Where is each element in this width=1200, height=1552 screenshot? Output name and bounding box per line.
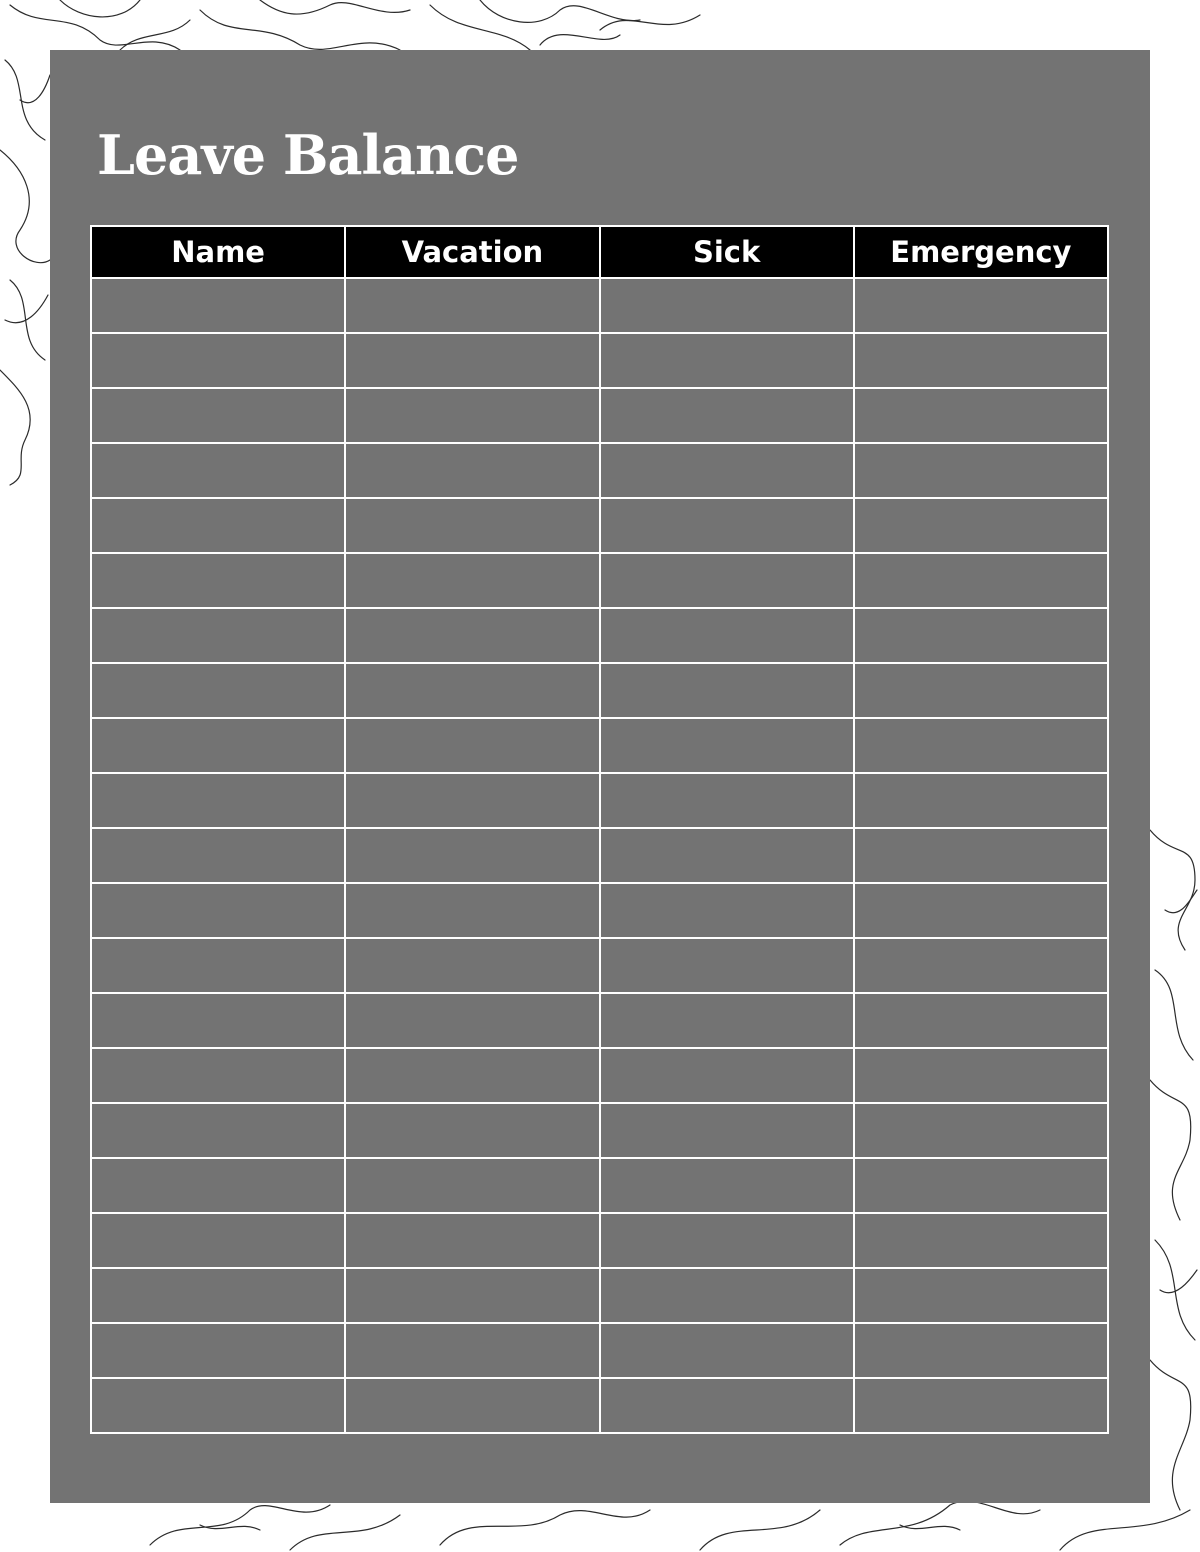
table-cell-emergency	[854, 608, 1108, 663]
table-row	[91, 883, 1108, 938]
table-cell-vacation	[345, 828, 599, 883]
column-header-name: Name	[91, 226, 345, 278]
table-cell-vacation	[345, 938, 599, 993]
table-row	[91, 333, 1108, 388]
table-row	[91, 1158, 1108, 1213]
table-cell-vacation	[345, 498, 599, 553]
table-cell-emergency	[854, 1268, 1108, 1323]
table-row	[91, 1103, 1108, 1158]
table-cell-name	[91, 1158, 345, 1213]
table-cell-name	[91, 828, 345, 883]
floral-decoration-bottom	[140, 1495, 1200, 1552]
table-cell-vacation	[345, 1103, 599, 1158]
table-row	[91, 608, 1108, 663]
table-cell-name	[91, 1378, 345, 1433]
table-cell-vacation	[345, 1048, 599, 1103]
leave-balance-table	[90, 225, 1109, 1434]
table-cell-name	[91, 1048, 345, 1103]
table-cell-sick	[600, 333, 854, 388]
table-cell-vacation	[345, 333, 599, 388]
table-cell-emergency	[854, 1323, 1108, 1378]
table-cell-vacation	[345, 443, 599, 498]
table-cell-name	[91, 1213, 345, 1268]
table-cell-emergency	[854, 718, 1108, 773]
table-row	[91, 938, 1108, 993]
table-cell-sick	[600, 828, 854, 883]
table-cell-name	[91, 553, 345, 608]
table-cell-name	[91, 1268, 345, 1323]
table-cell-emergency	[854, 1048, 1108, 1103]
table-body	[91, 278, 1108, 1433]
table-cell-name	[91, 1103, 345, 1158]
table-cell-vacation	[345, 388, 599, 443]
table-cell-emergency	[854, 1213, 1108, 1268]
leave-balance-table-container	[90, 225, 1109, 1434]
table-cell-name	[91, 498, 345, 553]
table-row	[91, 1213, 1108, 1268]
table-cell-vacation	[345, 1213, 599, 1268]
table-cell-name	[91, 388, 345, 443]
table-cell-emergency	[854, 333, 1108, 388]
table-cell-sick	[600, 498, 854, 553]
table-cell-vacation	[345, 883, 599, 938]
table-cell-emergency	[854, 1378, 1108, 1433]
table-cell-name	[91, 443, 345, 498]
table-cell-emergency	[854, 498, 1108, 553]
table-cell-vacation	[345, 278, 599, 333]
table-cell-sick	[600, 883, 854, 938]
table-cell-sick	[600, 1048, 854, 1103]
table-row	[91, 993, 1108, 1048]
table-cell-vacation	[345, 1378, 599, 1433]
table-row	[91, 1323, 1108, 1378]
table-cell-emergency	[854, 828, 1108, 883]
table-cell-sick	[600, 553, 854, 608]
table-cell-emergency	[854, 993, 1108, 1048]
table-cell-emergency	[854, 553, 1108, 608]
table-cell-emergency	[854, 278, 1108, 333]
table-row	[91, 828, 1108, 883]
table-cell-sick	[600, 1158, 854, 1213]
column-header-vacation: Vacation	[345, 226, 599, 278]
table-cell-emergency	[854, 1158, 1108, 1213]
table-cell-name	[91, 883, 345, 938]
table-cell-emergency	[854, 883, 1108, 938]
table-row	[91, 663, 1108, 718]
table-cell-sick	[600, 993, 854, 1048]
table-cell-sick	[600, 608, 854, 663]
table-cell-sick	[600, 773, 854, 828]
table-cell-vacation	[345, 718, 599, 773]
table-row	[91, 1378, 1108, 1433]
table-cell-sick	[600, 1103, 854, 1158]
table-cell-sick	[600, 278, 854, 333]
table-cell-name	[91, 663, 345, 718]
table-cell-sick	[600, 1323, 854, 1378]
table-row	[91, 553, 1108, 608]
table-row	[91, 278, 1108, 333]
table-cell-vacation	[345, 553, 599, 608]
table-cell-sick	[600, 1213, 854, 1268]
table-cell-emergency	[854, 443, 1108, 498]
floral-decoration-left	[0, 0, 55, 490]
table-row	[91, 388, 1108, 443]
table-cell-sick	[600, 663, 854, 718]
table-cell-emergency	[854, 938, 1108, 993]
table-cell-name	[91, 718, 345, 773]
column-header-sick: Sick	[600, 226, 854, 278]
table-cell-emergency	[854, 388, 1108, 443]
table-cell-sick	[600, 443, 854, 498]
table-row	[91, 773, 1108, 828]
table-cell-vacation	[345, 993, 599, 1048]
table-cell-emergency	[854, 663, 1108, 718]
table-cell-emergency	[854, 1103, 1108, 1158]
table-row	[91, 1268, 1108, 1323]
table-cell-vacation	[345, 773, 599, 828]
table-cell-sick	[600, 1378, 854, 1433]
table-cell-vacation	[345, 1268, 599, 1323]
table-cell-vacation	[345, 1158, 599, 1213]
table-cell-name	[91, 333, 345, 388]
table-header-row	[91, 226, 1108, 278]
table-row	[91, 1048, 1108, 1103]
page-title: Leave Balance	[97, 123, 519, 187]
table-cell-sick	[600, 938, 854, 993]
table-cell-name	[91, 608, 345, 663]
table-cell-emergency	[854, 773, 1108, 828]
floral-decoration-right	[1145, 820, 1200, 1552]
table-cell-name	[91, 993, 345, 1048]
table-cell-name	[91, 1323, 345, 1378]
table-cell-name	[91, 278, 345, 333]
table-cell-vacation	[345, 1323, 599, 1378]
table-row	[91, 443, 1108, 498]
table-cell-name	[91, 938, 345, 993]
table-row	[91, 498, 1108, 553]
column-header-emergency: Emergency	[854, 226, 1108, 278]
table-cell-vacation	[345, 608, 599, 663]
table-cell-sick	[600, 388, 854, 443]
table-cell-vacation	[345, 663, 599, 718]
table-cell-sick	[600, 1268, 854, 1323]
table-row	[91, 718, 1108, 773]
leave-balance-panel	[50, 50, 1150, 1503]
table-cell-sick	[600, 718, 854, 773]
table-cell-name	[91, 773, 345, 828]
